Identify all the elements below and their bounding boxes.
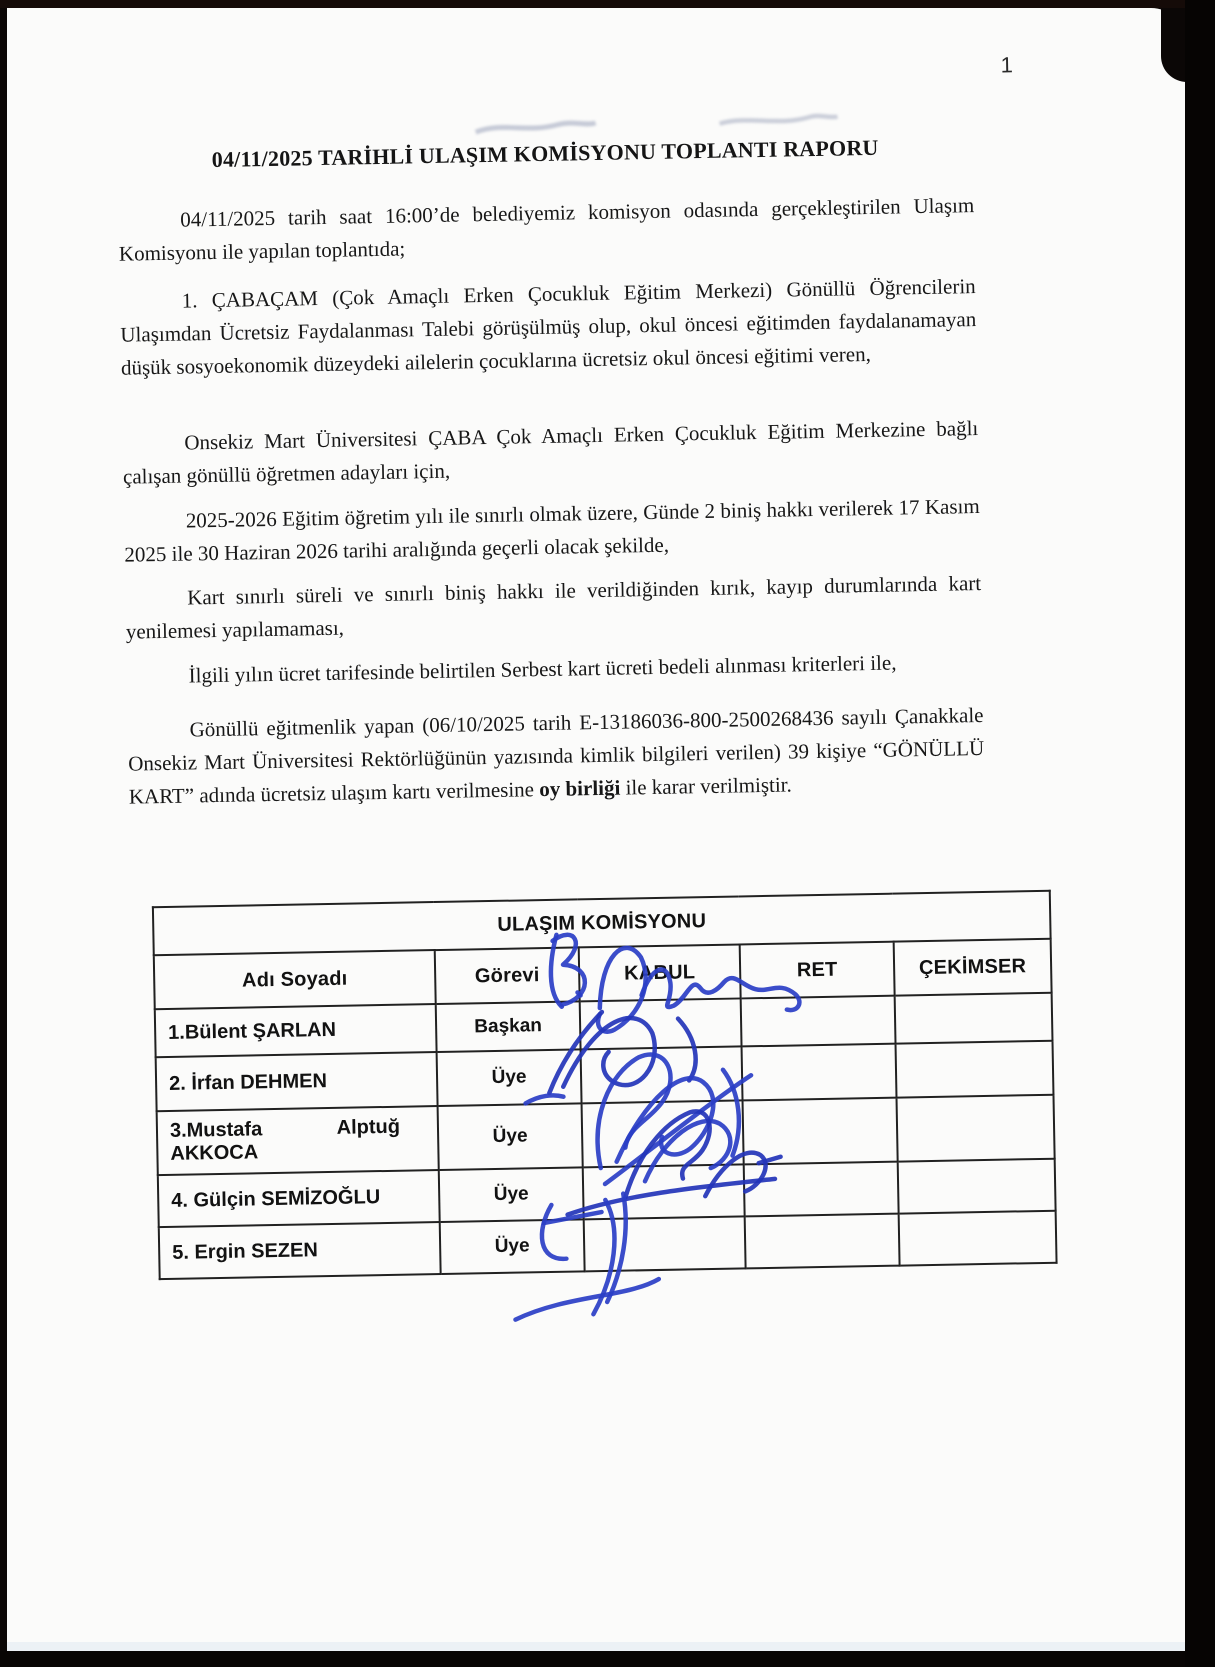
decision-text-end: ile karar verilmiştir. [620, 772, 792, 800]
scan-edge-top [0, 0, 1215, 8]
member-name: 5. Ergin SEZEN [159, 1222, 441, 1279]
decision-text: Gönüllü eğitmenlik yapan (06/10/2025 tarih E-13186036-800-2500268436 sayılı Çanakkale Onsekiz Mart Üniversitesi Rektörlüğünün yazısında kimlik bilgileri verilen) 39 kişiye “GÖNÜLLÜ KART” adında ücretsiz ulaşım kartı verilmesine [128, 702, 985, 809]
member-role: Üye [440, 1219, 585, 1274]
emphasis-oy-birligi: oy birliği [539, 775, 621, 802]
scan-edge-right [1185, 0, 1215, 1667]
vote-cell-reject [742, 1044, 897, 1101]
vote-cell-reject [743, 1098, 898, 1165]
paragraph-intro: 04/11/2025 tarih saat 16:00’de belediyemiz komisyon odasında gerçekleştirilen Ulaşım Komisyonu ile yapılan toplantıda; [118, 193, 975, 266]
document-title: 04/11/2025 TARİHLİ ULAŞIM KOMİSYONU TOPLANTI RAPORU [211, 134, 879, 173]
member-role: Başkan [436, 1001, 581, 1052]
scan-edge-bottom [0, 1651, 1215, 1667]
table-title: ULAŞIM KOMİSYONU [153, 891, 1051, 955]
member-name: 4. Gülçin SEMİZOĞLU [158, 1170, 440, 1227]
vote-cell-abstain [898, 1159, 1056, 1214]
page-number: 1 [1000, 52, 1014, 78]
vote-cell-accept [580, 998, 742, 1049]
vote-cell-abstain [897, 1095, 1055, 1162]
vote-cell-reject [745, 1214, 900, 1269]
vote-cell-abstain [895, 993, 1053, 1044]
paragraph-fee: İlgili yılın ücret tarifesinde belirtilen Serbest kart ücreti bedeli alınması kriterleri ile, [188, 650, 897, 688]
scan-edge-left [0, 0, 7, 1667]
vote-cell-accept [584, 1216, 746, 1271]
paragraph-item-1: 1. ÇABAÇAM (Çok Amaçlı Erken Çocukluk Eğitim Merkezi) Gönüllü Öğrencilerin Ulaşımdan Ücretsiz Faydalanması Talebi görüşülmüş olup, okul öncesi eğitimden faydalanamayan düşük sosyoekonomik düzeydeki ailelerin çocuklarına ücretsiz okul öncesi eğitimi veren, [120, 274, 977, 380]
column-header-reject: RET [740, 942, 895, 999]
member-name-text: 3.Mustafa Alptuğ AKKOCA [169, 1115, 401, 1165]
member-role: Üye [438, 1103, 583, 1170]
column-header-accept: KABUL [579, 944, 741, 1001]
vote-cell-reject [744, 1162, 899, 1217]
vote-cell-abstain [896, 1041, 1054, 1098]
member-role: Üye [439, 1167, 584, 1222]
commission-table [152, 890, 1058, 1280]
vote-cell-accept [582, 1100, 744, 1167]
paragraph-validity: 2025-2026 Eğitim öğretim yılı ile sınırlı olmak üzere, Günde 2 biniş hakkı verilerek 17 Kasım 2025 ile 30 Haziran 2026 tarihi aralığında geçerli olacak şekilde, [124, 493, 980, 567]
member-name: 2. İrfan DEHMEN [156, 1052, 438, 1111]
paragraph-card-terms: Kart sınırlı süreli ve sınırlı biniş hakkı ile verildiğinden kırık, kayıp durumlarında kart yenilemesi yapılamaması, [125, 570, 982, 644]
column-header-abstain: ÇEKİMSER [894, 939, 1052, 996]
vote-cell-reject [741, 996, 896, 1047]
vote-cell-abstain [899, 1211, 1057, 1266]
member-name [157, 1106, 439, 1175]
member-role: Üye [437, 1049, 582, 1106]
paragraph-decision [127, 699, 985, 814]
column-header-role: Görevi [435, 947, 580, 1004]
vote-cell-accept [583, 1164, 745, 1219]
column-header-name: Adı Soyadı [154, 950, 436, 1009]
paragraph-university: Onsekiz Mart Üniversitesi ÇABA Çok Amaçlı Erken Çocukluk Eğitim Merkezine bağlı çalışan gönüllü öğretmen adayları için, [122, 416, 979, 489]
member-name: 1.Bülent ŞARLAN [155, 1004, 437, 1057]
vote-cell-accept [581, 1046, 743, 1103]
